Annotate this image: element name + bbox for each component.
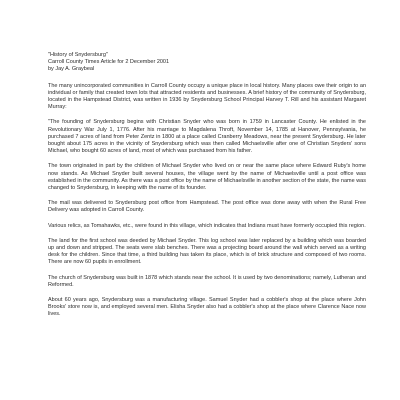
paragraph-relics: Various relics, as Tomahawks, etc., were found in this village, which indicates that Indians must have formerly occupied this region.	[48, 222, 366, 229]
paragraph-school: The land for the first school was deeded by Michael Snyder. This log school was later replaced by a building which was boarded up and down and stripped. The seats were slab benches. There was a projecting board around the wall which served as a writing desk for the children. Since that time, a third building has taken its place, which is of brick structure and composed of two rooms. There are now 60 pupils in enrollment.	[48, 237, 366, 266]
article-header	[48, 52, 366, 74]
paragraph-church: The church of Snydersburg was built in 1878 which stands near the school. It is used by two denominations; namely, Lutheran and Reformed.	[48, 274, 366, 288]
paragraph-mail: The mail was delivered to Snydersburg post office from Hampstead. The post office was done away with when the Rural Free Delivery was adopted in Carroll County.	[48, 200, 366, 214]
paragraph-founding: "The founding of Snydersburg begins with Christian Snyder who was born in 1759 in Lancaster County. He enlisted in the Revolutionary War July 1, 1776. After his marriage to Magdalena Throft, November 14, 1785 at Hanover, Pennsylvania, he purchased 7 acres of land from Peter Zentz in 1800 at a place called Cranberry Meadows, near the present Snydersburg. He later bought about 175 acres in the vicinity of Snydersburg which was then called Michaelsville after one of Christian Snyders' sons Michael, who bought 60 acres of land, most of which was purchased from his father.	[48, 119, 366, 155]
article-byline: by Jay A. Graybeal	[48, 66, 95, 73]
article-title: "History of Snydersburg"	[48, 52, 108, 58]
paragraph-town-origin: The town originated in part by the children of Michael Snyder who lived on or near the same place where Edward Ruby's home now stands. As Michael Snyder built several houses, the village went by the name of Michaelsville until a post office was established in the community. As there was a post office by the name of Michaelsville in another section of the state, the name was changed to Snydersburg, in keeping with the name of its founder.	[48, 163, 366, 192]
article-subtitle: Carroll County Times Article for 2 December 2001	[48, 59, 170, 66]
paragraph-manufacturing: About 60 years ago, Snydersburg was a manufacturing village. Samuel Snyder had a cobbler's shop at the place where John Brooks' store now is, and employed several men. Elisha Snyder also had a cobbler's shop at the place where Clarence Nace now lives.	[48, 297, 366, 318]
paragraph-intro: The many unincorporated communities in Carroll County occupy a unique place in local history. Many places owe their origin to an individual or family that created town lots that attracted residents and businesses. A brief history of the community of Snydersburg, located in the Hampstead District, was written in 1936 by Snydersburg School Principal Harvey T. Rill and his assistant Margaret Murray:	[48, 82, 366, 111]
article-text-area	[48, 52, 366, 400]
